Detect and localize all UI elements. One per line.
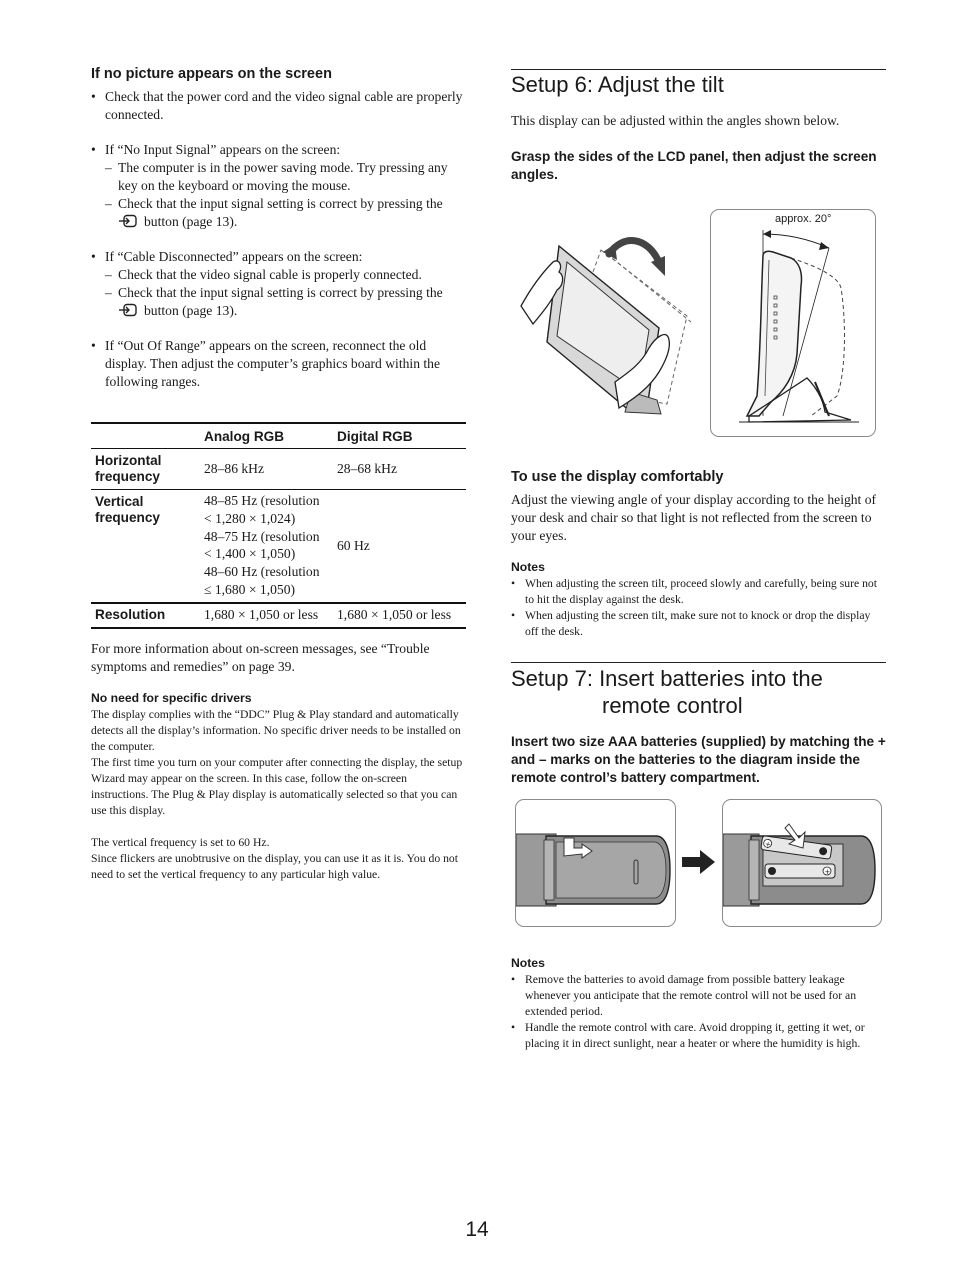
frequency-table: [91, 422, 466, 629]
page-number: 14: [465, 1218, 489, 1241]
table-header-row: [91, 423, 466, 449]
right-arrow-icon: [682, 849, 716, 875]
remote-cover-figure: [515, 799, 676, 927]
list-item: – The computer is in the power saving mode. Try pressing any key on the keyboard or moving the mouse.: [105, 159, 467, 195]
list-item: – Check that the input signal setting is correct by pressing the button (page 13).: [105, 284, 467, 320]
more-info-text: For more information about on-screen messages, see “Trouble symptoms and remedies” on page 39.: [91, 641, 430, 674]
input-button-icon: [118, 303, 138, 317]
table-cell: 1,680 × 1,050 or less: [337, 606, 452, 622]
list-item: • If “Out Of Range” appears on the screen, reconnect the old display. Then adjust the computer’s graphics board within the following ranges.: [91, 337, 467, 391]
notes2-list: [511, 972, 886, 1052]
svg-text:+: +: [824, 868, 831, 876]
row-label-resolution: Resolution: [95, 606, 166, 622]
list-item: – Check that the input signal setting is correct by pressing the button (page 13).: [105, 195, 467, 231]
row-label-vertical: Vertical frequency: [95, 494, 160, 525]
input-button-icon: [118, 214, 138, 228]
setup7-instruction: Insert two size AAA batteries (supplied) by matching the + and – marks on the batteries to the diagram inside the remote control’s battery compartment.: [511, 734, 886, 785]
table-row: [91, 490, 466, 603]
table-cell: 60 Hz: [337, 537, 370, 553]
table-row: [91, 449, 466, 490]
list-item: – Check that the video signal cable is properly connected.: [105, 266, 467, 284]
setup7-title: Setup 7: Insert batteries into the remote control: [511, 666, 823, 718]
remote-batteries-illustration: [723, 800, 881, 926]
tilt-side-view-illustration: [719, 226, 869, 431]
tilt-hands-illustration: [519, 232, 709, 422]
notes1-list: [511, 576, 886, 640]
comfort-text: Adjust the viewing angle of your display according to the height of your desk and chair so that light is not reflected from the screen to your eyes.: [511, 492, 877, 543]
list-item: • Handle the remote control with care. Avoid dropping it, getting it wet, or placing it in direct sunlight, near a heater or where the humidity is high.: [511, 1020, 886, 1052]
notes2-heading: Notes: [511, 956, 545, 970]
table-cell: 28–86 kHz: [204, 461, 265, 476]
drivers-heading: No need for specific drivers: [91, 691, 252, 705]
notes1-heading: Notes: [511, 560, 545, 574]
list-item: • When adjusting the screen tilt, make sure not to knock or drop the display off the desk.: [511, 608, 886, 640]
comfort-heading: To use the display comfortably: [511, 469, 724, 485]
no-picture-list: [91, 88, 467, 391]
table-cell: 28–68 kHz: [337, 461, 398, 476]
tilt-angle-label: approx. 20°: [775, 213, 832, 225]
list-item: • Check that the power cord and the video signal cable are properly connected.: [91, 88, 467, 124]
list-item: • When adjusting the screen tilt, proceed slowly and carefully, being sure not to hit the display against the desk.: [511, 576, 886, 608]
section-divider: [511, 662, 886, 663]
remote-batteries-figure: [722, 799, 882, 927]
column-header-digital: Digital RGB: [337, 429, 413, 444]
column-header-analog: Analog RGB: [204, 429, 285, 444]
remote-cover-illustration: [516, 800, 675, 926]
table-row: [91, 603, 466, 628]
row-label-horizontal: Horizontal frequency: [95, 453, 162, 484]
setup6-title: Setup 6: Adjust the tilt: [511, 72, 724, 97]
tilt-angle-figure: [710, 209, 876, 437]
list-item: • If “No Input Signal” appears on the screen: – The computer is in the power saving mode. Try pressing any key on the keyboard or moving the mouse. – Check that the input signal setting is correct by pressing the button (page 13).: [91, 141, 467, 231]
section-divider: [511, 69, 886, 70]
table-cell: 1,680 × 1,050 or less: [204, 606, 319, 622]
list-item: • Remove the batteries to avoid damage from possible battery leakage whenever you anticipate that the remote control will not be used for an extended period.: [511, 972, 886, 1020]
no-picture-heading: If no picture appears on the screen: [91, 66, 332, 82]
table-cell: 48–85 Hz (resolution < 1,280 × 1,024) 48–75 Hz (resolution < 1,400 × 1,050) 48–60 Hz (resolution ≤ 1,680 × 1,050): [204, 493, 320, 597]
svg-text:+: +: [764, 840, 772, 849]
setup6-intro: This display can be adjusted within the angles shown below.: [511, 113, 840, 128]
list-item: • If “Cable Disconnected” appears on the screen: – Check that the video signal cable is properly connected. – Check that the input signal setting is correct by pressing the button (page 13).: [91, 248, 467, 320]
drivers-text: The display complies with the “DDC” Plug & Play standard and automatically detects all the display’s information. No specific driver needs to be installed on the computer. The first time you turn on your computer after connecting the display, the setup Wizard may appear on the screen. In this case, follow the on-screen instructions. The Plug & Play display is automatically selected so that you can use this display. The vertical frequency is set to 60 Hz. Since flickers are unobtrusive on the display, you can use it as it is. You do not need to set the vertical frequency to any particular high value.: [91, 708, 463, 881]
setup6-instruction: Grasp the sides of the LCD panel, then adjust the screen angles.: [511, 149, 877, 182]
